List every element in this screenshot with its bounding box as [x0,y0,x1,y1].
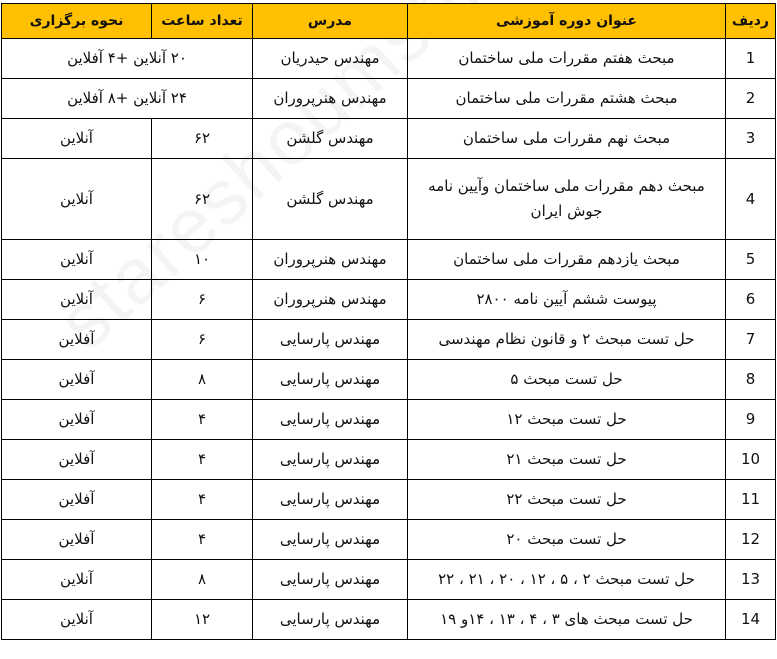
instructor: مهندس پارسایی [253,360,408,400]
delivery-mode: آنلاین [2,119,152,159]
row-number: 3 [726,119,776,159]
instructor: مهندس گلشن [253,119,408,159]
course-title: پیوست ششم آیین نامه ۲۸۰۰ [408,280,726,320]
row-number: 6 [726,280,776,320]
instructor: مهندس پارسایی [253,400,408,440]
course-title: مبحث نهم مقررات ملی ساختمان [408,119,726,159]
table-row [2,440,776,480]
courses-table [1,3,776,640]
delivery-mode: آفلاین [2,480,152,520]
header-delivery-mode: نحوه برگزاری [2,4,152,39]
instructor: مهندس هنرپروران [253,240,408,280]
row-number: 13 [726,560,776,600]
table-row [2,360,776,400]
row-number: 12 [726,520,776,560]
course-title: حل تست مبحث ۱۲ [408,400,726,440]
course-title: مبحث هشتم مقررات ملی ساختمان [408,79,726,119]
header-course-title: عنوان دوره آموزشی [408,4,726,39]
hours: ۶ [152,320,253,360]
hours: ۴ [152,480,253,520]
table-row [2,600,776,640]
table-row [2,480,776,520]
hours: ۶۲ [152,119,253,159]
instructor: مهندس هنرپروران [253,79,408,119]
hours: ۱۰ [152,240,253,280]
table-row [2,240,776,280]
row-number: 14 [726,600,776,640]
table-row [2,400,776,440]
hours: ۴ [152,400,253,440]
table-row [2,320,776,360]
row-number: 4 [726,159,776,240]
delivery-mode: ۲۴ آنلاین +۸ آفلاین [2,79,253,119]
row-number: 8 [726,360,776,400]
table-row [2,520,776,560]
course-title: حل تست مبحث ۵ [408,360,726,400]
table-row [2,119,776,159]
delivery-mode: آنلاین [2,280,152,320]
instructor: مهندس پارسایی [253,440,408,480]
hours: ۱۲ [152,600,253,640]
course-title: مبحث هفتم مقررات ملی ساختمان [408,39,726,79]
hours: ۸ [152,560,253,600]
instructor: مهندس گلشن [253,159,408,240]
delivery-mode: آفلاین [2,360,152,400]
instructor: مهندس هنرپروران [253,280,408,320]
delivery-mode: آنلاین [2,600,152,640]
delivery-mode: آنلاین [2,159,152,240]
instructor: مهندس پارسایی [253,600,408,640]
delivery-mode: آنلاین [2,240,152,280]
instructor: مهندس پارسایی [253,520,408,560]
instructor: مهندس پارسایی [253,480,408,520]
delivery-mode: آفلاین [2,520,152,560]
table-row [2,560,776,600]
course-title: حل تست مبحث ۲ ، ۵ ، ۱۲ ، ۲۰ ، ۲۱ ، ۲۲ [408,560,726,600]
course-title: حل تست مبحث ۲۱ [408,440,726,480]
row-number: 5 [726,240,776,280]
delivery-mode: آفلاین [2,400,152,440]
table-header-row [2,4,776,39]
hours: ۴ [152,520,253,560]
hours: ۶۲ [152,159,253,240]
table-row [2,79,776,119]
hours: ۴ [152,440,253,480]
delivery-mode: ۲۰ آنلاین +۴ آفلاین [2,39,253,79]
hours: ۸ [152,360,253,400]
row-number: 10 [726,440,776,480]
table-row [2,280,776,320]
course-title: حل تست مبحث ۲۲ [408,480,726,520]
delivery-mode: آفلاین [2,320,152,360]
delivery-mode: آنلاین [2,560,152,600]
hours: ۶ [152,280,253,320]
header-row-number: ردیف [726,4,776,39]
course-title: حل تست مبحث ۲۰ [408,520,726,560]
table-row [2,159,776,240]
instructor: مهندس پارسایی [253,560,408,600]
course-title: حل تست مبحث ۲ و قانون نظام مهندسی [408,320,726,360]
course-title: مبحث دهم مقررات ملی ساختمان وآیین نامه جوش ایران [408,159,726,240]
course-title: حل تست مبحث های ۳ ، ۴ ، ۱۳ ، ۱۴و ۱۹ [408,600,726,640]
row-number: 2 [726,79,776,119]
table-row [2,39,776,79]
header-instructor: مدرس [253,4,408,39]
course-title: مبحث یازدهم مقررات ملی ساختمان [408,240,726,280]
row-number: 1 [726,39,776,79]
row-number: 9 [726,400,776,440]
instructor: مهندس حیدریان [253,39,408,79]
header-hours: تعداد ساعت [152,4,253,39]
instructor: مهندس پارسایی [253,320,408,360]
delivery-mode: آفلاین [2,440,152,480]
row-number: 11 [726,480,776,520]
row-number: 7 [726,320,776,360]
